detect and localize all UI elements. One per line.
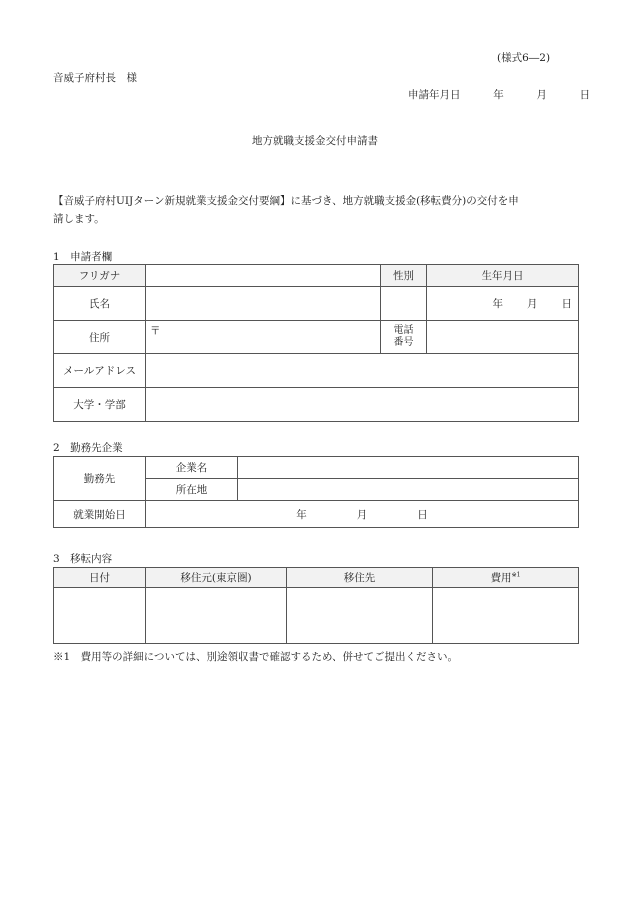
birth-month: 月 — [527, 298, 538, 310]
name-label: 氏名 — [54, 287, 146, 321]
location-field[interactable] — [238, 479, 579, 501]
furigana-label: フリガナ — [54, 265, 146, 287]
applicant-table — [53, 264, 579, 422]
start-day: 日 — [417, 508, 428, 521]
phone-label — [381, 321, 427, 354]
workplace-label: 勤務先 — [54, 457, 146, 501]
birthdate-field[interactable] — [427, 287, 579, 321]
application-month: 月 — [536, 89, 547, 101]
location-label: 所在地 — [146, 479, 238, 501]
cost-footnote-mark: ※1 — [511, 571, 521, 579]
to-header: 移住先 — [287, 568, 433, 588]
addressee: 音威子府村長 様 — [53, 72, 137, 84]
to-field[interactable] — [287, 588, 433, 644]
phone-label-line1: 電話 — [393, 325, 414, 336]
start-month: 月 — [356, 508, 368, 521]
birthdate-label: 生年月日 — [427, 265, 579, 287]
furigana-field[interactable] — [146, 265, 381, 287]
application-day: 日 — [579, 89, 591, 101]
company-label: 企業名 — [146, 457, 238, 479]
from-field[interactable] — [146, 588, 287, 644]
university-label: 大学・学部 — [54, 388, 146, 422]
application-date-label: 申請年月日 — [408, 89, 461, 101]
cost-header — [433, 568, 579, 588]
footnote: ※1 費用等の詳細については、別途領収書で確認するため、併せてご提出ください。 — [53, 651, 459, 663]
application-date — [408, 87, 590, 102]
email-field[interactable] — [146, 354, 579, 388]
company-field[interactable] — [238, 457, 579, 479]
birth-year: 年 — [492, 298, 503, 310]
date-header: 日付 — [54, 568, 146, 588]
postal-mark: 〒 — [150, 325, 161, 337]
date-field[interactable] — [54, 588, 146, 644]
email-label: メールアドレス — [54, 354, 146, 388]
start-date-label: 就業開始日 — [54, 501, 146, 528]
gender-label: 性別 — [381, 265, 427, 287]
cost-label: 費用 — [490, 572, 512, 584]
address-label: 住所 — [54, 321, 146, 354]
from-header: 移住元(東京圏) — [146, 568, 287, 588]
section2-heading: 2 勤務先企業 — [53, 442, 123, 454]
intro-text: 【音威子府村UIJターン新規就業支援金交付要綱】に基づき、地方就職支援金(移転費分)の交付を申 — [53, 195, 519, 207]
gender-field[interactable] — [381, 287, 427, 321]
section3-heading: 3 移転内容 — [53, 553, 113, 565]
name-field[interactable] — [146, 287, 381, 321]
start-year: 年 — [296, 508, 307, 521]
section1-heading: 1 申請者欄 — [53, 251, 113, 263]
application-year: 年 — [493, 89, 504, 101]
workplace-table — [53, 456, 579, 528]
form-number: (様式6―2) — [497, 52, 551, 64]
start-date-field[interactable] — [146, 501, 579, 528]
university-field[interactable] — [146, 388, 579, 422]
cost-field[interactable] — [433, 588, 579, 644]
document-title: 地方就職支援金交付申請書 — [252, 135, 378, 147]
phone-label-line2: 番号 — [393, 337, 414, 348]
address-field[interactable] — [146, 321, 381, 354]
relocation-table — [53, 567, 579, 644]
birth-day: 日 — [561, 298, 572, 310]
phone-field[interactable] — [427, 321, 579, 354]
intro-text-continued: 請します。 — [53, 213, 105, 225]
